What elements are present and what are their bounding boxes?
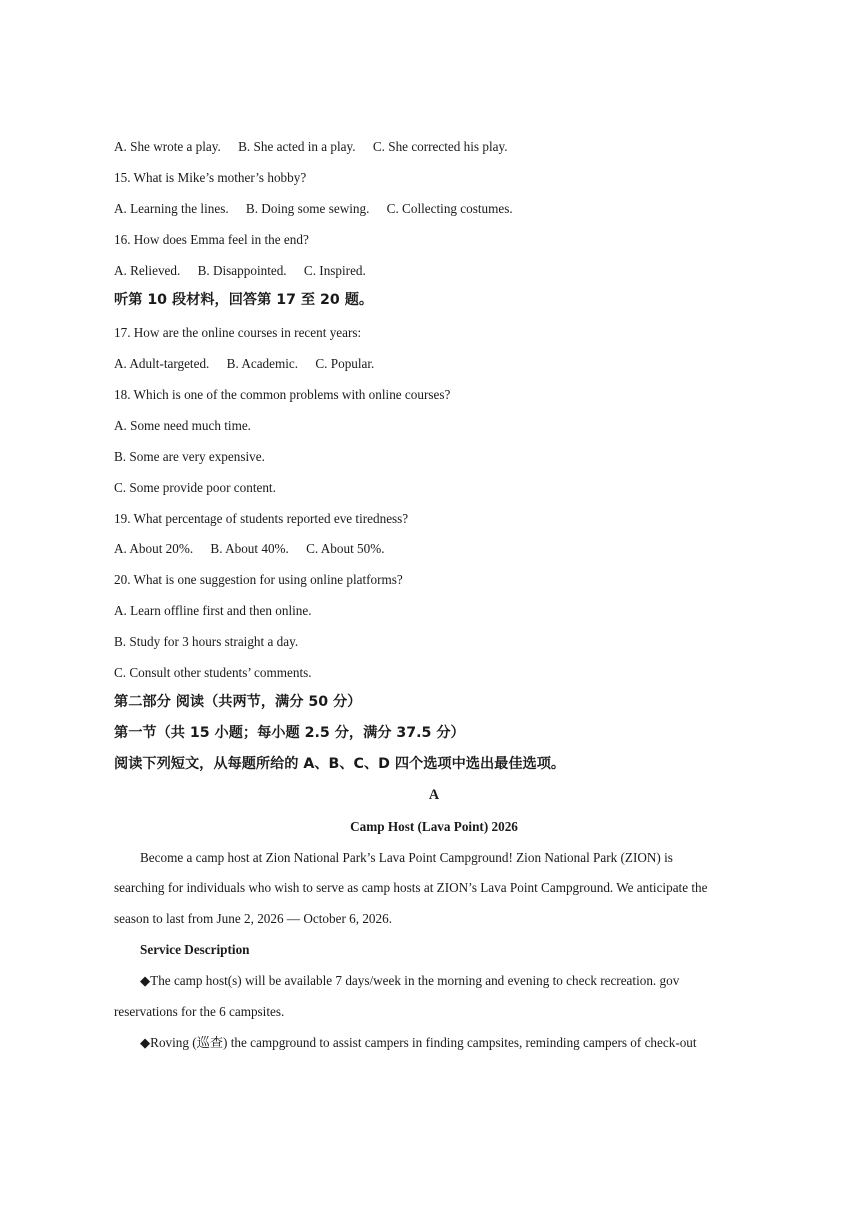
passage-letter: A	[428, 787, 440, 803]
q15-option-c: C. Collecting costumes.	[386, 201, 513, 216]
intro-line-2: searching for individuals who wish to serve as camp hosts at ZION’s Lava Point Campground. We anticipate the	[114, 880, 708, 895]
reading-instructions: 阅读下列短文，从每题所给的 A、B、C、D 四个选项中选出最佳选项。	[114, 756, 566, 772]
q16-option-c: C. Inspired.	[303, 263, 366, 278]
section1-heading: 第一节（共 15 小题；每小题 2.5 分，满分 37.5 分）	[114, 725, 465, 741]
q20-question: 20. What is one suggestion for using online platforms?	[114, 572, 403, 587]
q17-question: 17. How are the online courses in recent years:	[114, 325, 362, 340]
q17-options	[114, 355, 828, 372]
bullet2-line-1: ◆Roving (巡查) the campground to assist campers in finding campsites, reminding campers of check-out	[140, 1035, 697, 1050]
q18-option-b: B. Some are very expensive.	[114, 449, 265, 464]
q20-option-a: A. Learn offline first and then online.	[114, 603, 312, 618]
q20-option-b: B. Study for 3 hours straight a day.	[114, 634, 299, 649]
part2-heading: 第二部分 阅读（共两节，满分 50 分）	[114, 694, 362, 710]
q16-question: 16. How does Emma feel in the end?	[114, 232, 309, 247]
q19-options	[114, 540, 828, 557]
q18-option-a: A. Some need much time.	[114, 418, 251, 433]
q15-option-a: A. Learning the lines.	[114, 201, 229, 216]
q15-options	[114, 200, 828, 217]
q14-option-a: A. She wrote a play.	[114, 139, 221, 154]
q19-option-a: A. About 20%.	[114, 541, 194, 556]
service-heading: Service Description	[140, 942, 250, 957]
intro-line-3: season to last from June 2, 2026 — October 6, 2026.	[114, 911, 392, 926]
intro-line-1: Become a camp host at Zion National Park’s Lava Point Campground! Zion National Park (ZION) is	[140, 850, 673, 865]
q16-options	[114, 262, 828, 279]
q19-option-c: C. About 50%.	[306, 541, 385, 556]
section10-heading: 听第 10 段材料，回答第 17 至 20 题。	[114, 292, 374, 308]
q16-option-b: B. Disappointed.	[197, 263, 287, 278]
q14-option-b: B. She acted in a play.	[238, 139, 356, 154]
q14-option-c: C. She corrected his play.	[372, 139, 508, 154]
q17-option-b: B. Academic.	[226, 356, 299, 371]
q16-option-a: A. Relieved.	[114, 263, 181, 278]
q20-option-c: C. Consult other students’ comments.	[114, 665, 312, 680]
bullet1-line-1: ◆The camp host(s) will be available 7 days/week in the morning and evening to check recreation. gov	[140, 973, 680, 988]
q17-option-c: C. Popular.	[315, 356, 375, 371]
q19-option-b: B. About 40%.	[210, 541, 289, 556]
q17-option-a: A. Adult-targeted.	[114, 356, 210, 371]
q14-options	[114, 138, 828, 155]
passage-title: Camp Host (Lava Point) 2026	[350, 819, 518, 834]
bullet1-line-2: reservations for the 6 campsites.	[114, 1004, 285, 1019]
q15-question: 15. What is Mike’s mother’s hobby?	[114, 170, 307, 185]
q18-question: 18. Which is one of the common problems with online courses?	[114, 387, 451, 402]
q18-option-c: C. Some provide poor content.	[114, 480, 276, 495]
q19-question: 19. What percentage of students reported eve tiredness?	[114, 511, 409, 526]
q15-option-b: B. Doing some sewing.	[245, 201, 370, 216]
